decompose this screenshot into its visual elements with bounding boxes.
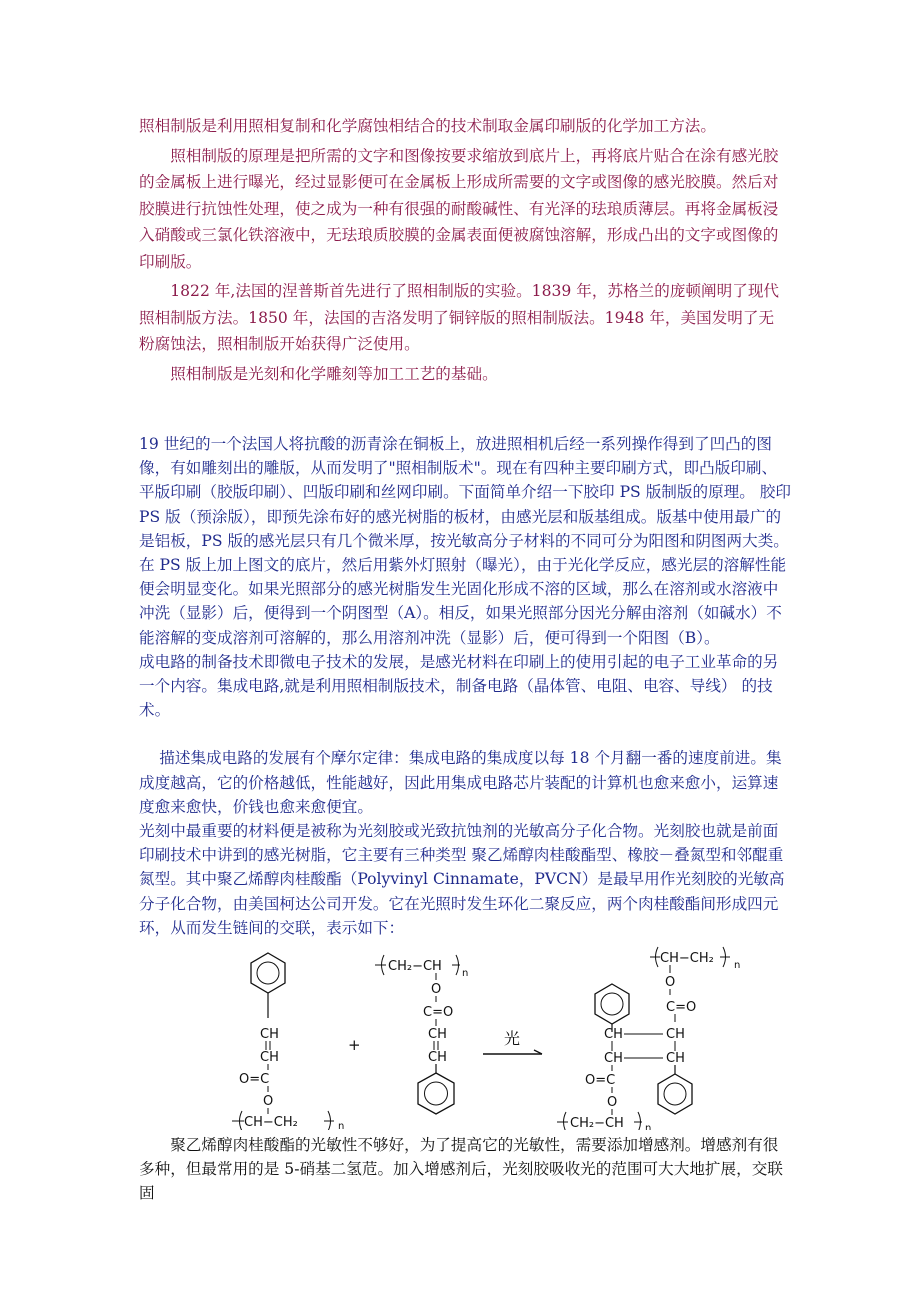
- repeat-n-label: n: [645, 1123, 652, 1130]
- benzene-ring: [418, 1073, 454, 1114]
- repeat-n-label: n: [338, 1121, 345, 1130]
- plus-sign: +: [348, 1036, 361, 1054]
- paragraph-foundation: 照相制版是光刻和化学雕刻等加工工艺的基础。: [170, 364, 498, 383]
- polymer-chain-label: CH₂−CH: [570, 1116, 624, 1130]
- benzene-ring: [595, 984, 629, 1024]
- repeat-n-label: n: [734, 960, 740, 971]
- paragraph-history: 1822 年,法国的涅普斯首先进行了照相制版的实验。1839 年，苏格兰的庞顿阐明了现代照相制版方法。1850 年，法国的吉洛发明了铜锌版的照相制版法。1948 年，美国发明了无粉腐蚀法，照相制版开始获得广泛使用。: [139, 282, 780, 353]
- ester-oxygen-label: O: [665, 975, 676, 990]
- ch-label: CH: [666, 1051, 685, 1066]
- ch-label: CH: [666, 1027, 685, 1042]
- paragraph-integrated-circuit: 成电路的制备技术即微电子技术的发展，是感光材料在印刷上的使用引起的电子工业革命的另一个内容。集成电路,就是利用照相制版技术，制备电路（晶体管、电阻、电容、导线） 的技术。: [139, 652, 779, 720]
- ester-carbonyl-label: C=O: [423, 1005, 454, 1020]
- polymer-chain-label: CH−CH₂: [244, 1115, 298, 1130]
- ester-oxygen-label: O: [607, 1095, 618, 1110]
- benzene-ring-circle: [257, 962, 279, 984]
- sensitizer-section: [139, 1133, 791, 1206]
- ester-oxygen-label: O: [431, 982, 442, 997]
- ch-label: CH: [260, 1050, 279, 1065]
- crosslinked-product: [557, 947, 740, 1130]
- benzene-ring: [658, 1074, 692, 1114]
- paragraph-ps-plate: 19 世纪的一个法国人将抗酸的沥青涂在铜板上，放进照相机后经一系列操作得到了凹凸的图像，有如雕刻出的雕版，从而发明了"照相制版术"。现在有四种主要印刷方式，即凸版印刷、平版印刷（胶版印刷）、凹版印刷和丝网印刷。下面简单介绍一下胶印 PS 版制版的原理。 胶印 PS 版（预涂版），即预先涂布好的感光树脂的板材，由感光层和版基组成。版基中使用最广的是铝板，PS 版的感光层只有几个微米厚，按光敏高分子材料的不同可分为阳图和阴图两大类。在 PS 版上加上图文的底片，然后用紫外灯照射（曝光），由于光化学反应，感光层的溶解性能便会明显变化。如果光照部分的感光树脂发生光固化形成不溶的区域，那么在溶剂或水溶液中冲洗（显影）后，便得到一个阴图型（A）。相反，如果光照部分因光分解由溶剂（如碱水）不能溶解的变成溶剂可溶解的，那么用溶剂冲洗（显影）后，便可得到一个阳图（B）。: [139, 435, 791, 647]
- benzene-ring-circle: [425, 1082, 448, 1105]
- paragraph-moores-law: 描述集成电路的发展有个摩尔定律：集成电路的集成度以每 18 个月翻一番的速度前进。集成度越高，它的价格越低，性能越好，因此用集成电路芯片装配的计算机也愈来愈小，运算速度愈来愈快，价钱也愈来愈便宜。: [139, 749, 782, 816]
- ch-label: CH: [428, 1027, 447, 1042]
- ester-carbonyl-label: O=C: [239, 1072, 270, 1087]
- ester-carbonyl-label: C=O: [666, 1000, 697, 1015]
- benzene-ring: [251, 953, 285, 993]
- intro-section: [139, 113, 789, 387]
- ester-oxygen-label: O: [263, 1094, 274, 1109]
- repeat-n-label: n: [462, 968, 469, 979]
- polymer-chain-label: CH₂−CH: [388, 959, 442, 974]
- ch-label: CH: [604, 1051, 623, 1066]
- cinnamate-ester-monomer: [232, 953, 344, 1130]
- paragraph-sensitizer: 聚乙烯醇肉桂酸酯的光敏性不够好，为了提高它的光敏性，需要添加增感剂。增感剂有很多种，但最常用的是 5-硝基二氢苊。加入增感剂后，光刻胶吸收光的范围可大大地扩展，交联固: [139, 1136, 783, 1203]
- light-label: 光: [504, 1029, 521, 1048]
- pvcn-polymer: [375, 955, 468, 1114]
- printing-section: [139, 432, 791, 940]
- ester-carbonyl-label: O=C: [585, 1073, 616, 1088]
- ch-label: CH: [604, 1027, 623, 1042]
- ch-label: CH: [428, 1050, 447, 1065]
- polymer-chain-label: CH−CH₂: [660, 951, 714, 966]
- paragraph-principle: 照相制版的原理是把所需的文字和图像按要求缩放到底片上，再将底片贴合在涂有感光胶的金属板上进行曝光，经过显影便可在金属板上形成所需要的文字或图像的感光胶膜。然后对胶膜进行抗蚀性处理，使之成为一种有很强的耐酸碱性、有光泽的珐琅质薄层。再将金属板浸入硝酸或三氯化铁溶液中，无珐琅质胶膜的金属表面便被腐蚀溶解，形成凸出的文字或图像的印刷版。: [139, 146, 779, 271]
- benzene-ring-circle: [601, 993, 623, 1015]
- reaction-arrow: [483, 1029, 542, 1054]
- benzene-ring-circle: [664, 1083, 686, 1105]
- pvcn-crosslink-diagram: [220, 940, 740, 1130]
- paragraph-photoresist: 光刻中最重要的材料便是被称为光刻胶或光致抗蚀剂的光敏高分子化合物。光刻胶也就是前面印刷技术中讲到的感光树脂，它主要有三种类型 聚乙烯醇肉桂酸酯型、橡胶－叠氮型和邻醌重氮型。其中聚乙烯醇肉桂酸酯（Polyvinyl Cinnamate，PVCN）是最早用作光刻胶的光敏高分子化合物，由美国柯达公司开发。它在光照时发生环化二聚反应，两个肉桂酸酯间形成四元环，从而发生链间的交联，表示如下：: [139, 822, 785, 937]
- ch-label: CH: [260, 1027, 279, 1042]
- paragraph-definition: 照相制版是利用照相复制和化学腐蚀相结合的技术制取金属印刷版的化学加工方法。: [139, 117, 716, 135]
